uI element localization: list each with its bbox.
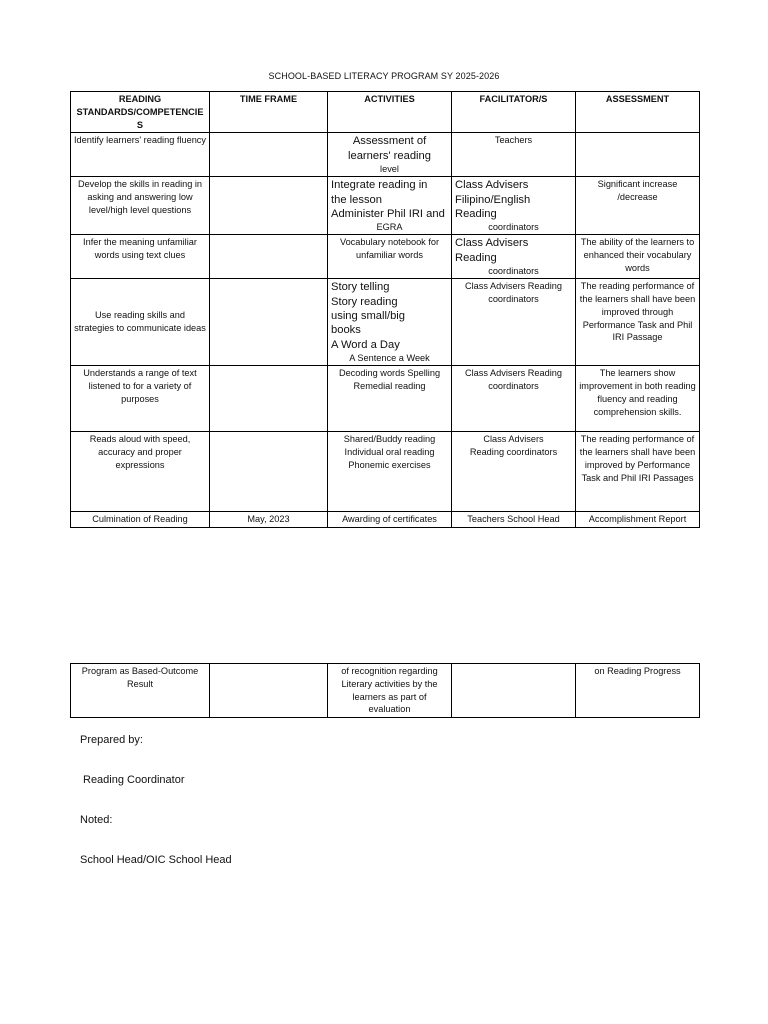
cell-assessment: The reading performance of the learners shall have been improved through Performance Task and Phil IRI Passage	[576, 279, 700, 366]
header-reading-standards: READING STANDARDS/COMPETENCIE S	[71, 92, 210, 133]
header-time-frame: TIME FRAME	[210, 92, 328, 133]
prepared-by-label: Prepared by:	[80, 734, 143, 746]
cell-time-frame	[210, 133, 328, 177]
facilitator-line: Reading coordinators	[469, 447, 558, 458]
cell-standard: Infer the meaning unfamiliar words using text clues	[71, 235, 210, 279]
header-assessment: ASSESSMENT	[576, 92, 700, 133]
cell-assessment: Accomplishment Report	[576, 512, 700, 528]
activity-line: Remedial reading	[353, 381, 426, 392]
facilitator-line: Class Advisers	[455, 237, 529, 250]
facilitator-line: coordinators	[488, 266, 539, 277]
activity-line: A Sentence a Week	[349, 353, 430, 364]
facilitator-line: Reading	[455, 251, 497, 264]
facilitator-line: Class Advisers Reading coordinators	[464, 281, 563, 305]
activity-line: EGRA	[376, 222, 403, 233]
cell-assessment: Significant increase /decrease	[576, 177, 700, 235]
table-row	[71, 432, 700, 512]
cell-time-frame	[210, 279, 328, 366]
cell-standard: Understands a range of text listened to for a variety of purposes	[71, 366, 210, 432]
activity-line: books	[331, 324, 361, 337]
cell-standard: Identify learners' reading fluency	[71, 133, 210, 177]
activity-line: level	[380, 164, 399, 175]
header-activities: ACTIVITIES	[328, 92, 452, 133]
cell-time-frame	[210, 664, 328, 718]
activity-line: Administer Phil IRI and	[331, 208, 445, 221]
activity-line: using small/big	[331, 310, 405, 323]
continuation-table	[70, 663, 700, 718]
table-row	[71, 366, 700, 432]
activity-line: Assessment of	[352, 135, 427, 148]
cell-standard: Reads aloud with speed, accuracy and proper expressions	[71, 432, 210, 512]
cell-assessment: on Reading Progress	[576, 664, 700, 718]
cell-activities: of recognition regarding Literary activities by the learners as part of evaluation	[328, 664, 452, 718]
cell-activities	[328, 279, 452, 366]
table-row	[71, 235, 700, 279]
cell-assessment	[576, 133, 700, 177]
activity-line: Story reading	[331, 295, 398, 308]
school-head-label: School Head/OIC School Head	[80, 854, 232, 866]
activity-line: Vocabulary notebook for unfamiliar words	[339, 237, 440, 261]
facilitator-line: coordinators	[488, 222, 539, 233]
cell-assessment: The learners show improvement in both reading fluency and reading comprehension skills.	[576, 366, 700, 432]
cell-activities	[328, 432, 452, 512]
document-title: SCHOOL-BASED LITERACY PROGRAM SY 2025-2026	[268, 71, 500, 81]
activity-line: Shared/Buddy reading	[343, 434, 436, 445]
cell-facilitator	[452, 177, 576, 235]
table-row	[71, 664, 700, 718]
activity-line: learners' reading	[348, 149, 431, 162]
cell-facilitator	[452, 432, 576, 512]
table-row	[71, 177, 700, 235]
cell-standard: Use reading skills and strategies to communicate ideas	[71, 279, 210, 366]
facilitator-line: Teachers School Head	[467, 514, 560, 525]
activity-line: the lesson	[331, 193, 382, 206]
cell-standard: Develop the skills in reading in asking and answering low level/high level questions	[71, 177, 210, 235]
table-row	[71, 512, 700, 528]
facilitator-line: Teachers	[494, 135, 533, 146]
cell-activities	[328, 133, 452, 177]
cell-activities	[328, 177, 452, 235]
activity-line: Phonemic exercises	[348, 459, 431, 470]
cell-time-frame	[210, 235, 328, 279]
cell-facilitator	[452, 133, 576, 177]
cell-facilitator	[452, 279, 576, 366]
table-header-row	[71, 92, 700, 133]
cell-time-frame	[210, 432, 328, 512]
facilitator-line: Filipino/English	[455, 193, 531, 206]
cell-assessment: The ability of the learners to enhanced their vocabulary words	[576, 235, 700, 279]
activity-line: Integrate reading in	[331, 179, 428, 192]
facilitator-line: Class Advisers	[455, 179, 529, 192]
reading-coordinator-label: Reading Coordinator	[83, 774, 185, 786]
cell-facilitator	[452, 512, 576, 528]
cell-facilitator	[452, 366, 576, 432]
cell-standard: Culmination of Reading	[71, 512, 210, 528]
activity-line: Individual oral reading	[344, 447, 435, 458]
cell-activities	[328, 512, 452, 528]
cell-time-frame	[210, 366, 328, 432]
header-facilitators: FACILITATOR/S	[452, 92, 576, 133]
facilitator-line: Reading	[455, 208, 497, 221]
facilitator-line: Class Advisers	[483, 434, 544, 445]
activity-line: Awarding of certificates	[342, 514, 437, 525]
facilitator-line: Class Advisers Reading coordinators	[464, 368, 563, 392]
cell-time-frame	[210, 177, 328, 235]
cell-facilitator	[452, 664, 576, 718]
cell-activities	[328, 235, 452, 279]
noted-label: Noted:	[80, 814, 113, 826]
table-row	[71, 133, 700, 177]
cell-assessment: The reading performance of the learners shall have been improved by Performance Task and Phil IRI Passages	[576, 432, 700, 512]
activity-line: Decoding words Spelling	[338, 368, 441, 379]
cell-standard: Program as Based-Outcome Result	[71, 664, 210, 718]
literacy-program-table	[70, 91, 700, 528]
table-row	[71, 279, 700, 366]
cell-time-frame: May, 2023	[210, 512, 328, 528]
activity-line: A Word a Day	[331, 338, 400, 351]
cell-facilitator	[452, 235, 576, 279]
activity-line: Story telling	[331, 281, 390, 294]
cell-activities	[328, 366, 452, 432]
